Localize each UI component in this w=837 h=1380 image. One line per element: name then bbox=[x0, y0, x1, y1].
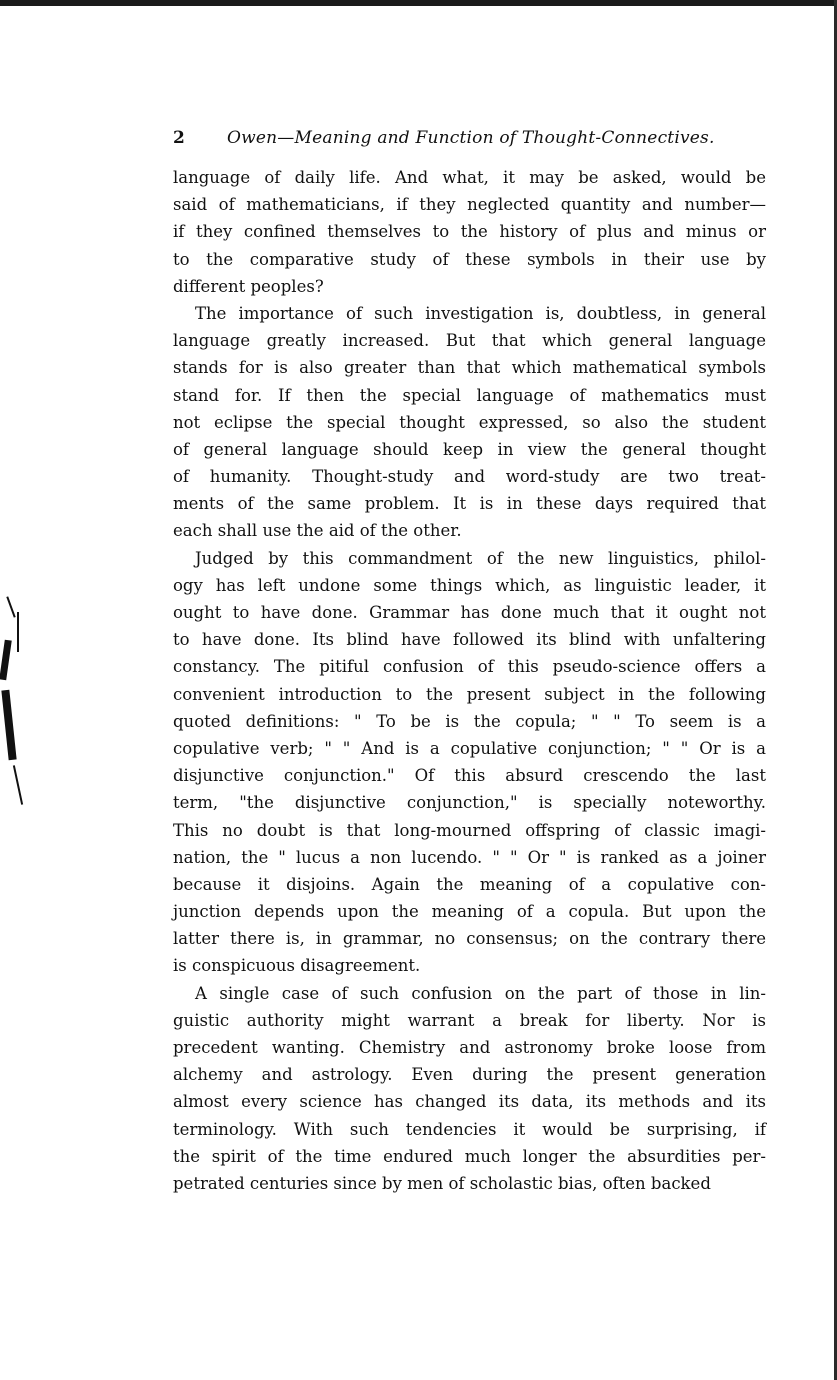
text-line: junction depends upon the meaning of a copula. But upon the bbox=[173, 902, 766, 922]
text-line: copulative verb; " " And is a copulative conjunction; " " Or is a bbox=[173, 738, 766, 758]
text-line: language of daily life. And what, it may be asked, would be bbox=[173, 168, 766, 187]
margin-scan-mark bbox=[6, 596, 15, 617]
text-line: of general language should keep in view the general thought bbox=[173, 439, 766, 459]
text-line: almost every science has changed its data, its methods and its bbox=[173, 1092, 766, 1112]
text-line: constancy. The pitiful confusion of this pseudo-science offers a bbox=[173, 657, 766, 677]
paragraph bbox=[173, 300, 766, 545]
text-line: term, "the disjunctive conjunction," is specially noteworthy. bbox=[173, 793, 766, 813]
text-line: language greatly increased. But that which general language bbox=[173, 331, 766, 351]
text-line: said of mathematicians, if they neglected quantity and number— bbox=[173, 195, 766, 215]
text-line: alchemy and astrology. Even during the present generation bbox=[173, 1065, 766, 1085]
paragraph bbox=[173, 545, 766, 980]
text-line: stands for is also greater than that which mathematical symbols bbox=[173, 358, 766, 378]
page-number: 2 bbox=[173, 128, 186, 148]
scan-top-border bbox=[0, 0, 837, 6]
body-text bbox=[173, 164, 766, 1197]
text-line: nation, the " lucus a non lucendo. " " Or " is ranked as a joiner bbox=[173, 847, 766, 867]
text-line: A single case of such confusion on the part of those in lin- bbox=[195, 983, 766, 1003]
text-line: because it disjoins. Again the meaning of a copulative con- bbox=[173, 874, 766, 894]
paragraph bbox=[173, 164, 766, 300]
text-line: ought to have done. Grammar has done much that it ought not bbox=[173, 603, 766, 622]
text-line: precedent wanting. Chemistry and astronomy broke loose from bbox=[173, 1038, 766, 1057]
text-line: guistic authority might warrant a break for liberty. Nor is bbox=[173, 1010, 766, 1030]
running-header bbox=[173, 128, 766, 164]
margin-scan-mark bbox=[13, 765, 23, 805]
paragraph bbox=[173, 980, 766, 1198]
text-line: stand for. If then the special language of mathematics must bbox=[173, 385, 766, 405]
text-line: not eclipse the special thought expressed, so also the student bbox=[173, 412, 766, 432]
text-line: The importance of such investigation is, doubtless, in general bbox=[195, 303, 766, 323]
text-line: each shall use the aid of the other. bbox=[173, 521, 462, 541]
margin-scan-mark bbox=[17, 612, 19, 652]
margin-scan-mark bbox=[0, 640, 12, 681]
text-line: to the comparative study of these symbols in their use by bbox=[173, 249, 766, 269]
text-line: ments of the same problem. It is in these days required that bbox=[173, 494, 766, 514]
text-line: is conspicuous disagreement. bbox=[173, 956, 421, 976]
text-line: different peoples? bbox=[173, 276, 324, 296]
text-line: quoted definitions: " To be is the copula; " " To seem is a bbox=[173, 711, 766, 731]
text-line: if they confined themselves to the history of plus and minus or bbox=[173, 222, 766, 242]
margin-scan-mark bbox=[1, 690, 16, 760]
text-line: petrated centuries since by men of scholastic bias, often backed bbox=[173, 1173, 711, 1193]
text-line: the spirit of the time endured much longer the absurdities per- bbox=[173, 1146, 766, 1166]
book-page bbox=[173, 128, 766, 1197]
text-line: terminology. With such tendencies it would be surprising, if bbox=[173, 1119, 766, 1139]
text-line: to have done. Its blind have followed its blind with unfaltering bbox=[173, 630, 766, 650]
text-line: This no doubt is that long-mourned offspring of classic imagi- bbox=[173, 820, 766, 840]
text-line: ogy has left undone some things which, as linguistic leader, it bbox=[173, 575, 766, 595]
text-line: convenient introduction to the present subject in the following bbox=[173, 684, 766, 704]
text-line: of humanity. Thought-study and word-study are two treat- bbox=[173, 467, 766, 487]
text-line: disjunctive conjunction." Of this absurd crescendo the last bbox=[173, 766, 766, 786]
text-line: latter there is, in grammar, no consensus; on the contrary there bbox=[173, 929, 766, 949]
running-title: Owen—Meaning and Function of Thought-Connectives. bbox=[227, 128, 715, 148]
text-line: Judged by this commandment of the new linguistics, philol- bbox=[195, 548, 766, 568]
